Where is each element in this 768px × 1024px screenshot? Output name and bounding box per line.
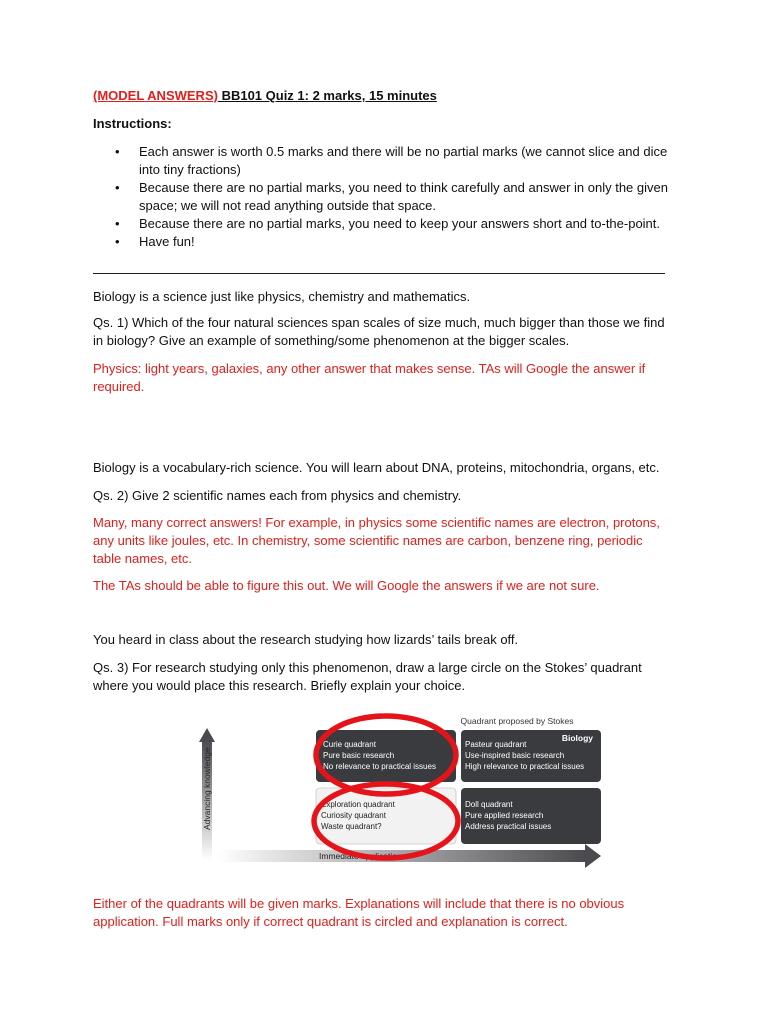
model-answers-label: (MODEL ANSWERS): [93, 88, 218, 103]
pasteur-title: Pasteur quadrant: [465, 740, 527, 749]
list-item: • Have fun!: [93, 233, 683, 251]
q3-question: Qs. 3) For research studying only this phenomenon, draw a large circle on the Stokes’ quadrant where you would place this research. Briefly explain your choice.: [93, 660, 642, 693]
q2-answer: Many, many correct answers! For example, in physics some scientific names are electron, protons, any units like joules, etc. In chemistry, some scientific names are carbon, benzene ring, periodic table names, etc.: [93, 515, 660, 566]
q2-question: Qs. 2) Give 2 scientific names each from physics and chemistry.: [93, 488, 462, 503]
exploration-line-3: Waste quadrant?: [321, 822, 382, 831]
q3-answer: Either of the quadrants will be given marks. Explanations will include that there is no obvious application. Full marks only if correct quadrant is circled and explanation is correct.: [93, 896, 625, 929]
divider: [93, 273, 665, 274]
y-axis-label: Advancing knowledge: [202, 747, 212, 830]
pasteur-line-3: High relevance to practical issues: [465, 762, 585, 771]
list-item: • Because there are no partial marks, you need to keep your answers short and to-the-point.: [93, 215, 683, 233]
exploration-title: Exploration quadrant: [321, 800, 395, 809]
q2-intro: Biology is a vocabulary-rich science. You will learn about DNA, proteins, mitochondria, organs, etc.: [93, 460, 660, 475]
x-axis-label: Immediate application: [319, 851, 402, 861]
doll-line-2: Pure applied research: [465, 811, 544, 820]
doll-line-3: Address practical issues: [465, 822, 552, 831]
y-axis-arrowhead: [199, 728, 215, 742]
biology-label: Biology: [561, 733, 593, 743]
x-axis-arrowhead: [585, 844, 601, 868]
list-item: • Because there are no partial marks, you need to think carefully and answer in only the given space; we will not read anything outside that space.: [93, 179, 683, 215]
instructions-heading: Instructions:: [93, 116, 172, 131]
doll-title: Doll quadrant: [465, 800, 513, 809]
q2-answer-note: The TAs should be able to figure this out. We will Google the answers if we are not sure.: [93, 578, 600, 593]
list-item: • Each answer is worth 0.5 marks and there will be no partial marks (we cannot slice and dice into tiny fractions): [93, 143, 683, 179]
curie-line-2: Pure basic research: [323, 751, 395, 760]
instructions-list: [93, 143, 683, 251]
quiz-title: BB101 Quiz 1: 2 marks, 15 minutes: [217, 88, 437, 103]
curie-title: Curie quadrant: [323, 740, 376, 749]
exploration-line-2: Curiosity quadrant: [321, 811, 386, 820]
pasteur-line-2: Use-inspired basic research: [465, 751, 565, 760]
q3-intro: You heard in class about the research studying how lizards’ tails break off.: [93, 632, 519, 647]
page-title: [93, 88, 437, 103]
figure-caption: Quadrant proposed by Stokes: [460, 716, 574, 726]
q1-question: Qs. 1) Which of the four natural sciences span scales of size much, much bigger than those we find in biology? Give an example of something/some phenomenon at the bigger scales.: [93, 315, 665, 348]
q1-answer: Physics: light years, galaxies, any other answer that makes sense. TAs will Google the answer if required.: [93, 361, 646, 394]
stokes-quadrant-figure: [199, 710, 619, 870]
q1-intro: Biology is a science just like physics, chemistry and mathematics.: [93, 289, 471, 304]
curie-line-3: No relevance to practical issues: [323, 762, 436, 771]
